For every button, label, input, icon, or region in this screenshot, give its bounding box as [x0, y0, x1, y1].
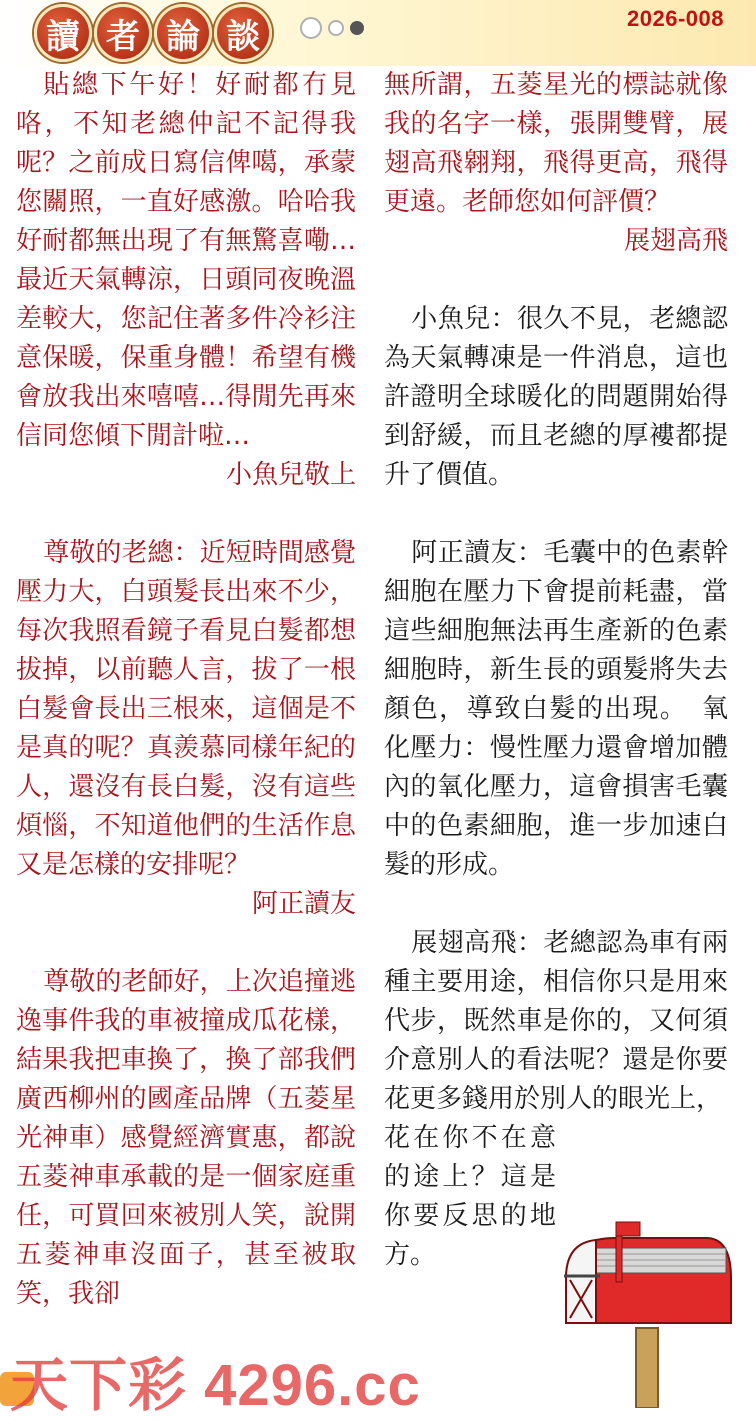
title-char-1: 讀 [34, 4, 92, 62]
right-column [384, 66, 728, 1275]
reader-letter-3 [16, 963, 356, 1314]
letter-signature: 阿正讀友 [251, 889, 356, 919]
mailbox-icon [556, 1218, 736, 1408]
reply-body: 小魚兒：很久不見，老總認為天氣轉凍是一件消息，這也許證明全球暖化的問題開始得到舒緩，而且老總的厚褸都提升了價值。 [384, 304, 728, 490]
watermark: 天下彩 4296.cc [10, 1353, 421, 1418]
decorative-dots [300, 17, 364, 39]
reader-letter-1 [16, 66, 356, 495]
dot-icon [328, 20, 344, 36]
left-column [16, 66, 356, 1314]
editor-reply-2 [384, 534, 728, 885]
letter-body: 尊敬的老總：近短時間感覺壓力大，白頭髮長出來不少，每次我照看鏡子看見白髮都想拔掉，以前聽人言，拔了一根白髮會長出三根來，這個是不是真的呢？真羨慕同樣年紀的人，還沒有長白髮，沒有這些煩惱，不知道他們的生活作息又是怎樣的安排呢？ [16, 538, 356, 880]
dot-icon [350, 21, 364, 35]
reader-letter-2 [16, 534, 356, 924]
title-char-2: 者 [94, 4, 152, 62]
letter-signature: 展翅高飛 [623, 226, 728, 256]
dot-icon [300, 17, 322, 39]
title-char-4: 談 [214, 4, 272, 62]
letter-body: 尊敬的老師好，上次追撞逃逸事件我的車被撞成瓜花樣，結果我把車換了，換了部我們廣西柳州的國產品牌（五菱星光神車）感覺經濟實惠，都說五菱神車承載的是一個家庭重任，可買回來被別人笑，說開五菱神車沒面子，甚至被取笑，我卻 [16, 967, 356, 1309]
issue-number: 2026-008 [627, 6, 724, 31]
reply-body: 阿正讀友：毛囊中的色素幹細胞在壓力下會提前耗盡，當這些細胞無法再生產新的色素細胞時，新生長的頭髮將失去顏色，導致白髮的出現。 氧化壓力：慢性壓力還會增加體內的氧化壓力，這會損害毛囊中的色素細胞，進一步加速白髮的形成。 [384, 538, 728, 880]
editor-reply-1 [384, 300, 728, 495]
letter-signature: 小魚兒敬上 [225, 460, 356, 490]
page-header [0, 0, 756, 66]
reply-body-narrow: 花在你不在意的途上？這是你要反思的地方。 [384, 1123, 556, 1270]
column-title [34, 4, 272, 62]
title-char-3: 論 [154, 4, 212, 62]
letter-body: 貼總下午好！好耐都冇見咯，不知老總仲記不記得我呢？之前成日寫信俾噶，承蒙您關照，一直好感激。哈哈我好耐都無出現了有無驚喜嘞…最近天氣轉涼，日頭同夜晚溫差較大，您記住著多件冷衫注意保暖，保重身體！希望有機會放我出來嘻嘻…得閒先再來信同您傾下閒計啦… [16, 70, 356, 451]
reply-body: 展翅高飛：老總認為車有兩種主要用途，相信你只是用來代步，既然車是你的，又何須介意別人的看法呢？還是你要花更多錢用於別人的眼光上， [384, 928, 728, 1114]
reader-letter-3-continued [384, 66, 728, 261]
letter-body: 無所謂，五菱星光的標誌就像我的名字一樣，張開雙臂，展翅高飛翱翔，飛得更高，飛得更遠。老師您如何評價？ [384, 70, 728, 217]
